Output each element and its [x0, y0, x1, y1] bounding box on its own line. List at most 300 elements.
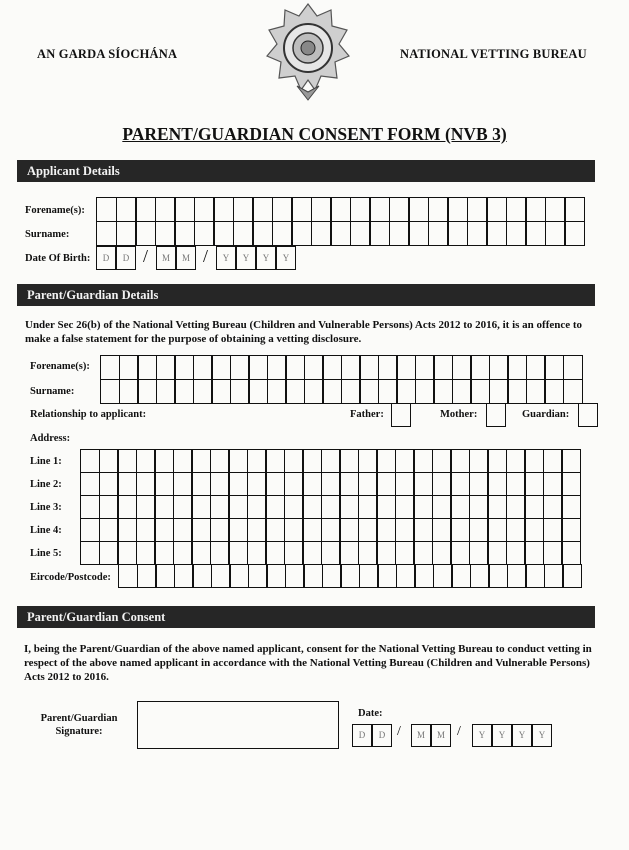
char-box[interactable]: [192, 564, 212, 588]
char-box[interactable]: [543, 472, 563, 496]
char-box[interactable]: [451, 564, 471, 588]
char-box[interactable]: [488, 564, 508, 588]
char-box[interactable]: [285, 564, 305, 588]
char-box[interactable]: [433, 564, 453, 588]
char-box[interactable]: [284, 541, 304, 565]
char-box[interactable]: [284, 472, 304, 496]
date-year-3[interactable]: Y: [512, 724, 532, 747]
char-box[interactable]: [470, 564, 490, 588]
char-box[interactable]: [506, 221, 527, 246]
char-box[interactable]: [252, 221, 273, 246]
date-month-2[interactable]: M: [431, 724, 451, 747]
char-box[interactable]: [80, 472, 100, 496]
char-box[interactable]: [154, 518, 174, 542]
char-box[interactable]: [266, 564, 286, 588]
char-box[interactable]: [507, 379, 527, 404]
char-box[interactable]: [469, 472, 489, 496]
char-box[interactable]: [247, 541, 267, 565]
char-box[interactable]: [506, 518, 526, 542]
applicant-dob-day[interactable]: [96, 246, 136, 270]
char-box[interactable]: [339, 541, 359, 565]
char-box[interactable]: [489, 379, 509, 404]
char-box[interactable]: [396, 355, 416, 380]
char-box[interactable]: [96, 197, 117, 222]
char-box[interactable]: [174, 221, 195, 246]
char-box[interactable]: [339, 449, 359, 473]
char-box[interactable]: [173, 518, 193, 542]
dob-year-4[interactable]: Y: [276, 246, 296, 270]
char-box[interactable]: [210, 518, 230, 542]
char-box[interactable]: [174, 564, 194, 588]
char-box[interactable]: [119, 355, 139, 380]
char-box[interactable]: [228, 541, 248, 565]
char-box[interactable]: [265, 541, 285, 565]
char-box[interactable]: [137, 355, 157, 380]
char-box[interactable]: [210, 541, 230, 565]
char-box[interactable]: [155, 197, 176, 222]
char-box[interactable]: [248, 564, 268, 588]
char-box[interactable]: [99, 495, 119, 519]
char-box[interactable]: [247, 495, 267, 519]
char-box[interactable]: [321, 449, 341, 473]
char-box[interactable]: [561, 541, 581, 565]
char-box[interactable]: [303, 564, 323, 588]
char-box[interactable]: [118, 564, 138, 588]
char-box[interactable]: [543, 541, 563, 565]
char-box[interactable]: [322, 564, 342, 588]
char-box[interactable]: [544, 355, 564, 380]
char-box[interactable]: [358, 495, 378, 519]
char-box[interactable]: [433, 355, 453, 380]
char-box[interactable]: [321, 472, 341, 496]
char-box[interactable]: [117, 495, 137, 519]
address-line5-boxes[interactable]: [80, 541, 581, 565]
char-box[interactable]: [415, 379, 435, 404]
char-box[interactable]: [543, 449, 563, 473]
char-box[interactable]: [415, 355, 435, 380]
char-box[interactable]: [191, 449, 211, 473]
char-box[interactable]: [506, 449, 526, 473]
char-box[interactable]: [414, 564, 434, 588]
char-box[interactable]: [350, 197, 371, 222]
char-box[interactable]: [302, 495, 322, 519]
char-box[interactable]: [524, 541, 544, 565]
char-box[interactable]: [450, 541, 470, 565]
char-box[interactable]: [396, 379, 416, 404]
char-box[interactable]: [136, 472, 156, 496]
char-box[interactable]: [330, 221, 351, 246]
char-box[interactable]: [506, 472, 526, 496]
char-box[interactable]: [321, 495, 341, 519]
char-box[interactable]: [433, 379, 453, 404]
char-box[interactable]: [395, 449, 415, 473]
char-box[interactable]: [117, 518, 137, 542]
char-box[interactable]: [191, 472, 211, 496]
char-box[interactable]: [154, 472, 174, 496]
char-box[interactable]: [173, 472, 193, 496]
char-box[interactable]: [526, 355, 546, 380]
char-box[interactable]: [267, 355, 287, 380]
char-box[interactable]: [563, 355, 583, 380]
char-box[interactable]: [450, 495, 470, 519]
dob-year-1[interactable]: Y: [216, 246, 236, 270]
char-box[interactable]: [450, 449, 470, 473]
char-box[interactable]: [452, 355, 472, 380]
char-box[interactable]: [544, 564, 564, 588]
char-box[interactable]: [432, 541, 452, 565]
char-box[interactable]: [376, 518, 396, 542]
char-box[interactable]: [330, 197, 351, 222]
char-box[interactable]: [174, 379, 194, 404]
char-box[interactable]: [302, 541, 322, 565]
char-box[interactable]: [156, 379, 176, 404]
guardian-forename-boxes[interactable]: [100, 355, 583, 380]
char-box[interactable]: [321, 518, 341, 542]
char-box[interactable]: [408, 221, 429, 246]
char-box[interactable]: [116, 197, 137, 222]
char-box[interactable]: [100, 379, 120, 404]
char-box[interactable]: [561, 472, 581, 496]
char-box[interactable]: [469, 541, 489, 565]
char-box[interactable]: [248, 355, 268, 380]
char-box[interactable]: [369, 221, 390, 246]
char-box[interactable]: [350, 221, 371, 246]
char-box[interactable]: [467, 197, 488, 222]
char-box[interactable]: [99, 518, 119, 542]
char-box[interactable]: [302, 472, 322, 496]
consent-date-month[interactable]: [411, 724, 451, 747]
char-box[interactable]: [339, 472, 359, 496]
signature-box[interactable]: [137, 701, 339, 749]
char-box[interactable]: [302, 518, 322, 542]
char-box[interactable]: [155, 221, 176, 246]
char-box[interactable]: [341, 355, 361, 380]
char-box[interactable]: [285, 379, 305, 404]
applicant-surname-label: Surname:: [25, 229, 70, 240]
char-box[interactable]: [247, 472, 267, 496]
char-box[interactable]: [321, 541, 341, 565]
char-box[interactable]: [487, 449, 507, 473]
char-box[interactable]: [395, 472, 415, 496]
char-box[interactable]: [377, 564, 397, 588]
char-box[interactable]: [525, 221, 546, 246]
char-box[interactable]: [561, 518, 581, 542]
eircode-boxes[interactable]: [118, 564, 582, 588]
char-box[interactable]: [285, 355, 305, 380]
char-box[interactable]: [100, 355, 120, 380]
char-box[interactable]: [432, 449, 452, 473]
char-box[interactable]: [291, 197, 312, 222]
char-box[interactable]: [413, 495, 433, 519]
char-box[interactable]: [154, 449, 174, 473]
char-box[interactable]: [284, 495, 304, 519]
char-box[interactable]: [210, 495, 230, 519]
char-box[interactable]: [228, 518, 248, 542]
char-box[interactable]: [302, 449, 322, 473]
char-box[interactable]: [452, 379, 472, 404]
char-box[interactable]: [487, 518, 507, 542]
char-box[interactable]: [229, 564, 249, 588]
char-box[interactable]: [213, 197, 234, 222]
char-box[interactable]: [413, 541, 433, 565]
char-box[interactable]: [524, 518, 544, 542]
char-box[interactable]: [291, 221, 312, 246]
char-box[interactable]: [358, 518, 378, 542]
dob-year-3[interactable]: Y: [256, 246, 276, 270]
char-box[interactable]: [80, 449, 100, 473]
mother-checkbox[interactable]: [486, 403, 506, 427]
char-box[interactable]: [194, 197, 215, 222]
date-day-1[interactable]: D: [352, 724, 372, 747]
char-box[interactable]: [524, 449, 544, 473]
char-box[interactable]: [376, 541, 396, 565]
char-box[interactable]: [389, 197, 410, 222]
char-box[interactable]: [193, 355, 213, 380]
char-box[interactable]: [136, 518, 156, 542]
address-line1-boxes[interactable]: [80, 449, 581, 473]
consent-date-year[interactable]: [472, 724, 552, 747]
char-box[interactable]: [136, 541, 156, 565]
char-box[interactable]: [506, 495, 526, 519]
char-box[interactable]: [526, 379, 546, 404]
char-box[interactable]: [470, 355, 490, 380]
char-box[interactable]: [395, 541, 415, 565]
char-box[interactable]: [450, 472, 470, 496]
char-box[interactable]: [543, 495, 563, 519]
char-box[interactable]: [408, 197, 429, 222]
char-box[interactable]: [210, 472, 230, 496]
char-box[interactable]: [304, 379, 324, 404]
char-box[interactable]: [137, 564, 157, 588]
char-box[interactable]: [174, 197, 195, 222]
char-box[interactable]: [265, 472, 285, 496]
char-box[interactable]: [470, 379, 490, 404]
char-box[interactable]: [358, 472, 378, 496]
char-box[interactable]: [99, 472, 119, 496]
date-year-1[interactable]: Y: [472, 724, 492, 747]
char-box[interactable]: [524, 495, 544, 519]
char-box[interactable]: [359, 564, 379, 588]
char-box[interactable]: [447, 221, 468, 246]
char-box[interactable]: [155, 564, 175, 588]
char-box[interactable]: [487, 541, 507, 565]
char-box[interactable]: [191, 541, 211, 565]
char-box[interactable]: [228, 472, 248, 496]
char-box[interactable]: [272, 221, 293, 246]
char-box[interactable]: [247, 449, 267, 473]
dob-day-1[interactable]: D: [96, 246, 116, 270]
char-box[interactable]: [230, 355, 250, 380]
char-box[interactable]: [193, 379, 213, 404]
char-box[interactable]: [432, 472, 452, 496]
dob-month-1[interactable]: M: [156, 246, 176, 270]
char-box[interactable]: [469, 449, 489, 473]
dob-day-2[interactable]: D: [116, 246, 136, 270]
char-box[interactable]: [194, 221, 215, 246]
char-box[interactable]: [562, 564, 582, 588]
char-box[interactable]: [358, 449, 378, 473]
char-box[interactable]: [506, 541, 526, 565]
char-box[interactable]: [284, 449, 304, 473]
char-box[interactable]: [467, 221, 488, 246]
date-year-2[interactable]: Y: [492, 724, 512, 747]
char-box[interactable]: [233, 221, 254, 246]
char-box[interactable]: [545, 221, 566, 246]
char-box[interactable]: [80, 495, 100, 519]
char-box[interactable]: [395, 518, 415, 542]
char-box[interactable]: [265, 518, 285, 542]
char-box[interactable]: [369, 197, 390, 222]
char-box[interactable]: [507, 564, 527, 588]
char-box[interactable]: [359, 355, 379, 380]
char-box[interactable]: [272, 197, 293, 222]
char-box[interactable]: [389, 221, 410, 246]
char-box[interactable]: [96, 221, 117, 246]
char-box[interactable]: [428, 221, 449, 246]
char-box[interactable]: [469, 518, 489, 542]
char-box[interactable]: [396, 564, 416, 588]
char-box[interactable]: [525, 197, 546, 222]
date-month-1[interactable]: M: [411, 724, 431, 747]
char-box[interactable]: [340, 564, 360, 588]
char-box[interactable]: [311, 197, 332, 222]
char-box[interactable]: [117, 449, 137, 473]
char-box[interactable]: [378, 379, 398, 404]
char-box[interactable]: [228, 495, 248, 519]
char-box[interactable]: [339, 495, 359, 519]
char-box[interactable]: [210, 449, 230, 473]
char-box[interactable]: [117, 472, 137, 496]
char-box[interactable]: [376, 495, 396, 519]
char-box[interactable]: [267, 379, 287, 404]
char-box[interactable]: [376, 449, 396, 473]
char-box[interactable]: [156, 355, 176, 380]
char-box[interactable]: [154, 541, 174, 565]
char-box[interactable]: [311, 221, 332, 246]
char-box[interactable]: [322, 355, 342, 380]
char-box[interactable]: [563, 379, 583, 404]
char-box[interactable]: [378, 355, 398, 380]
char-box[interactable]: [432, 495, 452, 519]
char-box[interactable]: [450, 518, 470, 542]
dob-year-2[interactable]: Y: [236, 246, 256, 270]
date-day-2[interactable]: D: [372, 724, 392, 747]
char-box[interactable]: [544, 379, 564, 404]
char-box[interactable]: [99, 449, 119, 473]
father-checkbox[interactable]: [391, 403, 411, 427]
char-box[interactable]: [413, 472, 433, 496]
char-box[interactable]: [487, 495, 507, 519]
address-line4-boxes[interactable]: [80, 518, 581, 542]
guardian-surname-boxes[interactable]: [100, 379, 583, 404]
char-box[interactable]: [395, 495, 415, 519]
char-box[interactable]: [428, 197, 449, 222]
char-box[interactable]: [469, 495, 489, 519]
char-box[interactable]: [358, 541, 378, 565]
char-box[interactable]: [564, 197, 585, 222]
char-box[interactable]: [135, 197, 156, 222]
char-box[interactable]: [561, 449, 581, 473]
char-box[interactable]: [322, 379, 342, 404]
consent-date-day[interactable]: [352, 724, 392, 747]
applicant-forename-boxes[interactable]: [96, 197, 585, 222]
char-box[interactable]: [284, 518, 304, 542]
char-box[interactable]: [247, 518, 267, 542]
char-box[interactable]: [191, 518, 211, 542]
char-box[interactable]: [230, 379, 250, 404]
char-box[interactable]: [341, 379, 361, 404]
char-box[interactable]: [80, 518, 100, 542]
guardian-surname-label: Surname:: [30, 386, 75, 397]
applicant-dob-year[interactable]: [216, 246, 296, 270]
char-box[interactable]: [524, 472, 544, 496]
char-box[interactable]: [211, 379, 231, 404]
char-box[interactable]: [487, 472, 507, 496]
date-year-4[interactable]: Y: [532, 724, 552, 747]
guardian-checkbox[interactable]: [578, 403, 598, 427]
char-box[interactable]: [506, 197, 527, 222]
char-box[interactable]: [543, 518, 563, 542]
char-box[interactable]: [564, 221, 585, 246]
char-box[interactable]: [359, 379, 379, 404]
applicant-dob-month[interactable]: [156, 246, 196, 270]
char-box[interactable]: [173, 495, 193, 519]
char-box[interactable]: [339, 518, 359, 542]
char-box[interactable]: [447, 197, 468, 222]
address-line3-boxes[interactable]: [80, 495, 581, 519]
char-box[interactable]: [561, 495, 581, 519]
address-line2-boxes[interactable]: [80, 472, 581, 496]
char-box[interactable]: [136, 449, 156, 473]
char-box[interactable]: [211, 355, 231, 380]
char-box[interactable]: [233, 197, 254, 222]
char-box[interactable]: [80, 541, 100, 565]
char-box[interactable]: [173, 541, 193, 565]
char-box[interactable]: [213, 221, 234, 246]
char-box[interactable]: [507, 355, 527, 380]
char-box[interactable]: [265, 449, 285, 473]
char-box[interactable]: [99, 541, 119, 565]
char-box[interactable]: [228, 449, 248, 473]
dob-month-2[interactable]: M: [176, 246, 196, 270]
char-box[interactable]: [486, 221, 507, 246]
char-box[interactable]: [117, 541, 137, 565]
char-box[interactable]: [413, 449, 433, 473]
char-box[interactable]: [135, 221, 156, 246]
char-box[interactable]: [432, 518, 452, 542]
char-box[interactable]: [248, 379, 268, 404]
char-box[interactable]: [154, 495, 174, 519]
char-box[interactable]: [413, 518, 433, 542]
char-box[interactable]: [304, 355, 324, 380]
char-box[interactable]: [376, 472, 396, 496]
char-box[interactable]: [489, 355, 509, 380]
char-box[interactable]: [191, 495, 211, 519]
char-box[interactable]: [174, 355, 194, 380]
char-box[interactable]: [545, 197, 566, 222]
char-box[interactable]: [136, 495, 156, 519]
char-box[interactable]: [173, 449, 193, 473]
char-box[interactable]: [116, 221, 137, 246]
char-box[interactable]: [119, 379, 139, 404]
char-box[interactable]: [211, 564, 231, 588]
char-box[interactable]: [486, 197, 507, 222]
applicant-surname-boxes[interactable]: [96, 221, 585, 246]
char-box[interactable]: [137, 379, 157, 404]
char-box[interactable]: [252, 197, 273, 222]
char-box[interactable]: [265, 495, 285, 519]
char-box[interactable]: [525, 564, 545, 588]
